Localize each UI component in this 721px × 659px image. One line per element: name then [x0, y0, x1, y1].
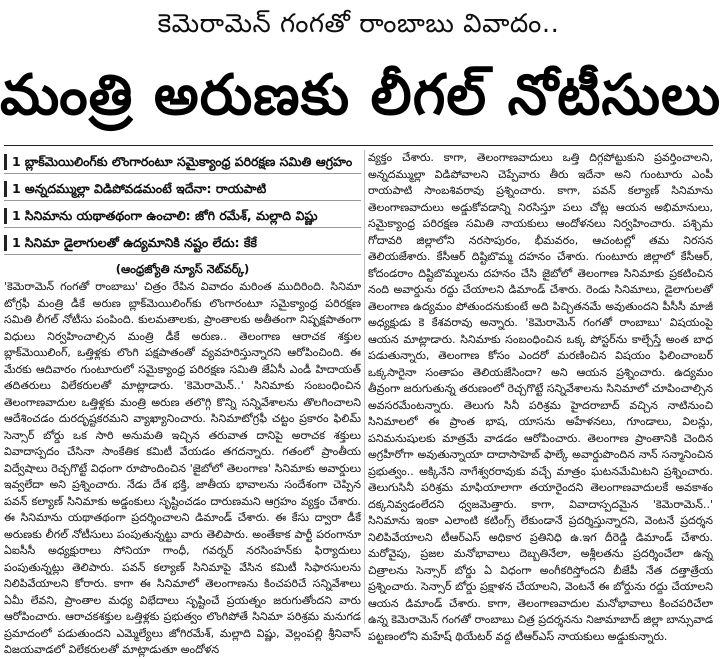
highlight-number: 1: [12, 181, 21, 196]
highlights-list: [4, 150, 361, 255]
highlight-text: బ్లాక్‌మెయిలింగ్‌కు లొంగారంటూ సమైక్యాంధ్ర పరిరక్షణ సమితి ఆగ్రహం: [24, 154, 353, 169]
highlight-bar: [4, 181, 7, 197]
highlight-bar: [4, 154, 7, 170]
right-body-text: వ్యక్తం చేశారు. కాగా, తెలంగాణవాదులు ఒత్తి దిగ్గపోట్టుకుని ప్రవర్తించాలని, అన్నదమ్ముల్లా విడిపోవాలని చెప్పేవారు తీరు ఇదేనా అని గుంటూరు ఎంపీ రాయపాటి సాంబశివరావు ప్రశ్నించారు. కాగా, పవన్ కల్యాణ్ సినిమాను తెలంగాణవాదులు అడ్డుకోవడాన్ని నిరసిస్తూ పలు చోట్ల ఆయన అభిమానులు, సమైక్యాంధ్ర పరిరక్షణ సమితి నాయకులు ఆందోళనలు నిర్వహించారు. పశ్చిమ గోదావరి జిల్లాలోని నరసాపురం, భీమవరం, ఆచంటల్లో తమ నిరసన తెలియజేశారు. కేసీఆర్ దిష్టిబొమ్మ దహనం చేశారు. గుంటూరు జిల్లాలో కేసీఆర్, కోదండరాం దిష్టిబొమ్మలను దహనం చేసి జైబోలో తెలంగాణ సినిమాకు ప్రకటించిన నంది అవార్డును రద్దు చేయాలని డిమాండ్ చేశారు. రెండు సినిమాలు, డైలాగులతో తెలంగాణ ఉద్యమం పోతుందనుకుంటే అది పిచ్చితనమే అవుతుందని పీసీసీ మాజీ అధ్యక్షుడు కె కేశవరావు అన్నారు. 'కెమెరామెన్ గంగతో రాంబాబు' విషయంపై ఆయన మాట్లాడారు. సినిమాకు సంబంధించిన ఒక్క పోస్టర్‌ను కాల్చేస్తే అంత బాధ పడుతున్నారు, తెలంగాణ కోసం ఎందరో మరణించిన విషయం ఫిలించాంబర్ ఒక్కసారైనా సంతాపం తెలియజేసిందా? అని ఆయన ప్రశ్నించారు. ఉద్యమం తీవ్రంగా జరుగుతున్న తరుణంలో రెచ్చగొట్టే సన్నివేశాలను సినిమాలో చూపించాల్సిన అవసరమేంటన్నారు. తెలుగు సినీ పరిశ్రమ హైదరాబాద్ వచ్చిన నాటినుంచి సినిమాలలో ఈ ప్రాంత భాష, యాసను అహేళనలు, గూండాలు, విలన్లు, పనిమనుషులకు మాత్రమే వాడడం ఆరోపించారు. తెలంగాణ ప్రాంతానికి చెందిన అగ్రహీరోగా అవుతున్నాయా దాదాసాహెబ్ ఫాల్కే అవార్డుపొందిన నాన్ సన్మానించిన ప్రభుత్వం.. అక్కినేని నాగేశ్వరరావుకు వచ్చే మాత్రం ఘటనమేమిటని ప్రశ్నించారు. తెలుగుసినీ పరిశ్రమ మాఫియాలాగా తయారైందని తెలంగాణవాదులకే అవకాశం దక్కనివ్వడంలేదని ధ్వజమెత్తారు. కాగా, వివాదాస్పదమైన 'కెమెరామెన్..' సినిమాను ఇంకా ఎలాంటి కటింగ్స్ లేకుండానే ప్రదర్శిస్తున్నారని, వెంటనే ప్రదర్శన నిలిపివేయాలని టీఆర్ఎస్ అధికార ప్రతినిధి ఉ.ఇగ దీరెడ్డి డిమాండ్ చేశారు. మరోవైపు, ప్రజల మనోభావాలు దెబ్బతినేలా, అశ్లీలతను ప్రదర్శించేలా ఉన్న చిత్రాలను సెన్సార్ బోర్డు ఏ విధంగా అంగీకరిస్తోందని బీజేపీ నేత దత్తాత్రేయ ప్రశ్నించారు. సెన్సార్ బోర్డు ప్రక్షాళన చేయాలని, వెంటనే ఈ బోర్డును రద్దు చేయాలని ఆయన డిమాండ్ చేశారు. కాగా, తెలంగాణవాదుల మనోభావాలు కించపరిచేలా ఉన్న కెమెరామెన్ గంగతో రాంబాబు చిత్ర ప్రదర్శనను నిజామాబాద్ జిల్లా బాన్సువాడ పట్టణంలోని మహేష్ థియేటర్ వద్ద టీఆర్ఎస్ నాయకులు అడ్డుకున్నారు.: [368, 151, 713, 643]
highlight-bar: [4, 235, 7, 251]
highlight-number: 1: [12, 154, 21, 169]
left-column: [4, 150, 361, 656]
highlight-item: [4, 204, 361, 228]
left-body-text: 'కెమెరామెన్ గంగతో రాంబాబు' చిత్రం రేపిన వివాదం మరింత ముదిరింది. సినిమా టోగ్రఫీ మంత్రి డీకే అరుణ బ్లాక్‌మెయిలింగ్‌కు లొంగారంటూ సమైక్యాంధ్ర పరిరక్షణ సమితి లీగల్ నోటీసు పంపింది. కులమతాలకు, ప్రాంతాలకు అతీతంగా నిష్పక్షపాతంగా విధులు నిర్వహించాల్సిన మంత్రి డీకే అరుణ.. తెలంగాణ ఆరాచక శక్తుల బ్లాక్‌మెయిలింగ్, ఒత్తిళ్లకు లొంగి పక్షపాతంతో వ్యవహరిస్తున్నారని ఆరోపించింది. ఈ మేరకు ఆదివారం గుంటూరులో సమైక్యాంధ్ర పరిరక్షణ సమితి జేఏసీ ఎండీ హిదాయత్ తదితరులు విలేకరులతో మాట్లాడారు. 'కెమెరామెన్..' సినిమాకు సంబంధించిన తెలంగాణవాదుల ఒత్తిళ్లకు మంత్రి అరుణ తలొగ్గి కొన్ని సన్నివేశాలను తొలగించాలని ఆదేశించడం దురదృష్టకరమని వ్యాఖ్యానించారు. సినిమాటోగ్రఫీ చట్టం ప్రకారం ఫిలిమ్ సెన్సార్ బోర్డు ఒక సారి అనుమతి ఇచ్చిన తరువాత దానిపై అరాచక శక్తులు వివాదాస్పదం చేసినా సాంకేతిక కమిటీ వేయడం తగదన్నారు. గతంలో ప్రాంతీయ విద్వేషాలు రెచ్చగొట్టే విధంగా రూపొందించిన 'జైబోలో తెలంగాణ' సినిమాకు అవార్డులు ఇవ్వలేదా అని ప్రశ్నించారు. నేడు దేశ భక్తి, జాతీయ భావాలను సందేశంగా చెప్పిన పవన్ కల్యాణ్ సినిమాకు అడ్డంకులు సృష్టించడం దారుణమని ఆగ్రహం వ్యక్తం చేశారు. ఈ సినిమాను యథాతథంగా ప్రదర్శించాలని డిమాండ్ చేశారు. ఈ కేసు ద్వారా డీకే అరుణకు లీగల్ నోటీసులు పంపుతున్నట్టు వారు తెలిపారు. అంతేకాక పార్టీ పరంగానూ ఏఐసీసీ అధ్యక్షురాలు సోనియా గాంధీ, గవర్నర్ నరసింహన్‌కు ఫిర్యాదులు పంపుతున్నట్లు తెలిపారు. పవన్ కల్యాణ్ సినిమాపై వేసిన కమిటీ సిఫారసులను నిలిపివేయాలని కోరారు. కాగా ఈ సినిమాలో తెలంగాణను కించపరిచే సన్నివేశాలు ఏమీ లేవని, ప్రాంతాల మధ్య విభేదాలు సృష్టించే ప్రయత్నం జరుగుతోందని వారు ఆరోపించారు. ఆరాచకశక్తుల ఒత్తిళ్లకు ప్రభుత్వం లొంగిపోతే సినిమా పరిశ్రమ మనుగడ ప్రమాదంలో పడుతుందని ఎమ్మెల్యేలు జోగిరమేశ్, మల్లాది విష్ణు, వెల్లంపల్లి శ్రీనివాస్ విజయవాడలో విలేకరులతో మాట్లాడుతూ అందోళన: [4, 280, 361, 656]
dateline: (ఆంధ్రజ్యోతి న్యూస్ నెట్‌వర్క్): [115, 262, 250, 276]
highlight-item: [4, 231, 361, 255]
highlight-number: 1: [12, 235, 21, 250]
highlight-underline: [4, 200, 361, 201]
highlight-underline: [4, 227, 361, 228]
highlight-item: [4, 177, 361, 201]
highlight-item: [4, 150, 361, 174]
highlight-bar: [4, 208, 7, 224]
headline-divider: [4, 145, 713, 146]
highlight-underline: [4, 254, 361, 255]
article-kicker: కెమెరామెన్ గంగతో రాంబాబు వివాదం..: [157, 9, 560, 39]
highlight-text: సినిమాను యథాతథంగా ఉంచాలి: జోగి రమేశ్, మల్లాది విష్ణు: [24, 208, 318, 223]
highlight-number: 1: [12, 208, 21, 223]
highlight-text: సినిమా డైలాగులతో ఉద్యమానికి నష్టం లేదు: కేకే: [24, 235, 257, 250]
highlight-text: అన్నదమ్ముల్లా విడిపోవడమంటే ఇదేనా: రాయపాటి: [24, 181, 267, 196]
highlight-underline: [4, 173, 361, 174]
column-divider: [364, 150, 365, 624]
article-headline: మంత్రి అరుణకు లీగల్ నోటీసులు: [0, 63, 721, 128]
right-column: [368, 150, 713, 643]
